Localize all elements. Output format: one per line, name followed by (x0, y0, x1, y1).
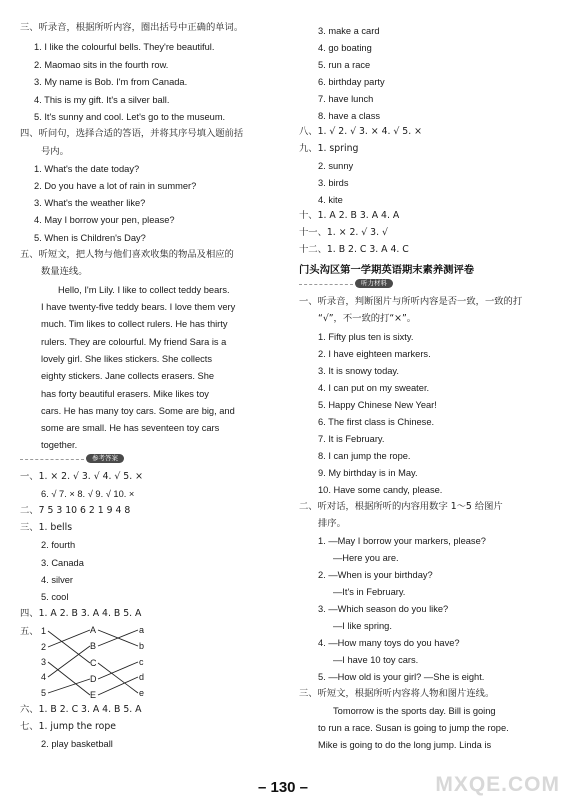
text-line: 3. What's the weather like? (34, 198, 146, 208)
answer-line: 4. go boating (318, 43, 372, 53)
answer-line: 4. silver (41, 575, 74, 585)
dialogue-line: 4. —How many toys do you have? (318, 638, 460, 648)
answer-line: 一、1. × 2. √ 3. √ 4. √ 5. × (20, 471, 143, 482)
passage-line: Tomorrow is the sports day. Bill is going (333, 706, 496, 716)
answer-line: 二、7 5 3 10 6 2 1 9 4 8 (20, 505, 131, 516)
answer-line: 八、1. √ 2. √ 3. × 4. √ 5. × (299, 126, 422, 137)
text-line: 2. Maomao sits in the fourth row. (34, 60, 169, 70)
match-letter-upper: A (90, 625, 97, 635)
section-1-instruction-cont: “√”，不一致的打“×”。 (318, 313, 417, 324)
answer-line: 3. Canada (41, 558, 84, 568)
listening-badge: 听力材料 (355, 279, 393, 288)
section-4-instruction-cont: 号内。 (41, 146, 69, 157)
match-letter-lower: c (139, 657, 144, 667)
match-letter-lower: b (139, 641, 145, 651)
answer-line: 8. have a class (318, 111, 381, 121)
answer-line: 七、1. jump the rope (20, 721, 116, 732)
answer-line: 2. play basketball (41, 739, 113, 749)
text-line: 3. My name is Bob. I'm from Canada. (34, 77, 188, 87)
text-line: 5. It's sunny and cool. Let's go to the museum. (34, 112, 226, 122)
text-line: 7. It is February. (318, 434, 385, 444)
answer-line: 6. birthday party (318, 77, 385, 87)
dialogue-line: —Here you are. (333, 553, 399, 563)
passage-line: cars. He has many toy cars. Some are big, and (41, 406, 235, 416)
answer-line: 六、1. B 2. C 3. A 4. B 5. A (20, 704, 142, 715)
match-letter-upper: D (90, 674, 97, 684)
answer-line: 7. have lunch (318, 94, 374, 104)
answer-line: 三、1. bells (20, 522, 73, 533)
answer-line: 3. birds (318, 178, 349, 188)
passage-line: to run a race. Susan is going to jump the rope. (318, 723, 509, 733)
answer-line: 3. make a card (318, 26, 380, 36)
text-line: 5. When is Children's Day? (34, 233, 146, 243)
section-title: 门头沟区第一学期英语期末素养测评卷 (299, 264, 475, 276)
answer-badge: 参考答案 (86, 454, 124, 463)
section-3-instruction: 三、听短文，根据所听内容将人物和图片连线。 (299, 688, 495, 699)
text-line: 6. The first class is Chinese. (318, 417, 435, 427)
dialogue-line: 5. —How old is your girl? —She is eight. (318, 672, 485, 682)
dialogue-line: —I have 10 toy cars. (333, 655, 419, 665)
match-number: 1 (41, 626, 47, 636)
answer-line: 十二、1. B 2. C 3. A 4. C (299, 244, 409, 255)
answer-line: 四、1. A 2. B 3. A 4. B 5. A (20, 608, 142, 619)
answer-line: 十、1. A 2. B 3. A 4. A (299, 210, 400, 221)
dialogue-line: 1. —May I borrow your markers, please? (318, 536, 486, 546)
passage-line: has forty beautiful erasers. Mike likes toy (41, 389, 209, 399)
section-4-instruction: 四、听问句，选择合适的答语，并将其序号填入题前括 (20, 128, 244, 139)
match-number: 4 (41, 672, 47, 682)
page-number: – 130 – (257, 779, 309, 796)
match-letter-upper: E (90, 690, 97, 700)
passage-line: much. Tim likes to collect rulers. He has thirty (41, 319, 228, 329)
passage-line: together. (41, 440, 78, 450)
answer-line: 5. cool (41, 592, 69, 602)
match-letter-upper: B (90, 641, 97, 651)
match-letter-lower: e (139, 688, 145, 698)
dialogue-line: 3. —Which season do you like? (318, 604, 449, 614)
match-number: 3 (41, 657, 47, 667)
match-number: 2 (41, 642, 47, 652)
section-2-instruction: 二、听对话，根据所听的内容用数字 1～5 给图片 (299, 501, 503, 512)
match-number: 5 (41, 688, 47, 698)
dialogue-line: 2. —When is your birthday? (318, 570, 433, 580)
dialogue-line: —I like spring. (333, 621, 392, 631)
answer-line: 4. kite (318, 195, 343, 205)
text-line: 9. My birthday is in May. (318, 468, 418, 478)
passage-line: I have twenty-five teddy bears. I love them very (41, 302, 236, 312)
text-line: 10. Have some candy, please. (318, 485, 443, 495)
divider (299, 284, 353, 285)
dialogue-line: —It's in February. (333, 587, 406, 597)
text-line: 4. May I borrow your pen, please? (34, 215, 175, 225)
section-5-instruction: 五、听短文，把人物与他们喜欢收集的物品及相应的 (20, 249, 234, 260)
text-line: 2. I have eighteen markers. (318, 349, 431, 359)
match-letter-lower: d (139, 672, 145, 682)
answer-line: 5. run a race (318, 60, 371, 70)
passage-line: rulers. They are colourful. My friend Sara is a (41, 337, 227, 347)
section-3-instruction: 三、听录音，根据所听内容，圈出括号中正确的单词。 (20, 22, 244, 33)
text-line: 8. I can jump the rope. (318, 451, 411, 461)
matching-prefix: 五、 (20, 626, 39, 637)
text-line: 1. What's the date today? (34, 164, 140, 174)
section-2-instruction-cont: 排序。 (318, 518, 346, 529)
answer-line: 九、1. spring (299, 143, 359, 154)
passage-line: some are small. He has seventeen toy cars (41, 423, 220, 433)
answer-line: 2. sunny (318, 161, 354, 171)
text-line: 4. I can put on my sweater. (318, 383, 430, 393)
passage-line: Mike is going to do the long jump. Linda is (318, 740, 492, 750)
text-line: 2. Do you have a lot of rain in summer? (34, 181, 197, 191)
text-line: 1. I like the colourful bells. They're beautiful. (34, 42, 215, 52)
text-line: 3. It is snowy today. (318, 366, 399, 376)
match-letter-lower: a (139, 625, 145, 635)
text-line: 1. Fifty plus ten is sixty. (318, 332, 414, 342)
answer-line: 6. √ 7. × 8. √ 9. √ 10. × (41, 489, 135, 499)
passage-line: Hello, I'm Lily. I like to collect teddy bears. (58, 285, 230, 295)
passage-line: lovely girl. She likes stickers. She collects (41, 354, 213, 364)
passage-line: eighty stickers. Jane collects erasers. She (41, 371, 215, 381)
watermark: MXQE.COM (435, 773, 560, 796)
section-1-instruction: 一、听录音，判断图片与所听内容是否一致，一致的打 (299, 296, 523, 307)
text-line: 4. This is my gift. It's a silver ball. (34, 95, 170, 105)
match-letter-upper: C (90, 658, 97, 668)
answer-line: 十一、1. × 2. √ 3. √ (299, 227, 388, 238)
answer-line: 2. fourth (41, 540, 76, 550)
text-line: 5. Happy Chinese New Year! (318, 400, 437, 410)
section-5-instruction-cont: 数量连线。 (41, 266, 88, 277)
